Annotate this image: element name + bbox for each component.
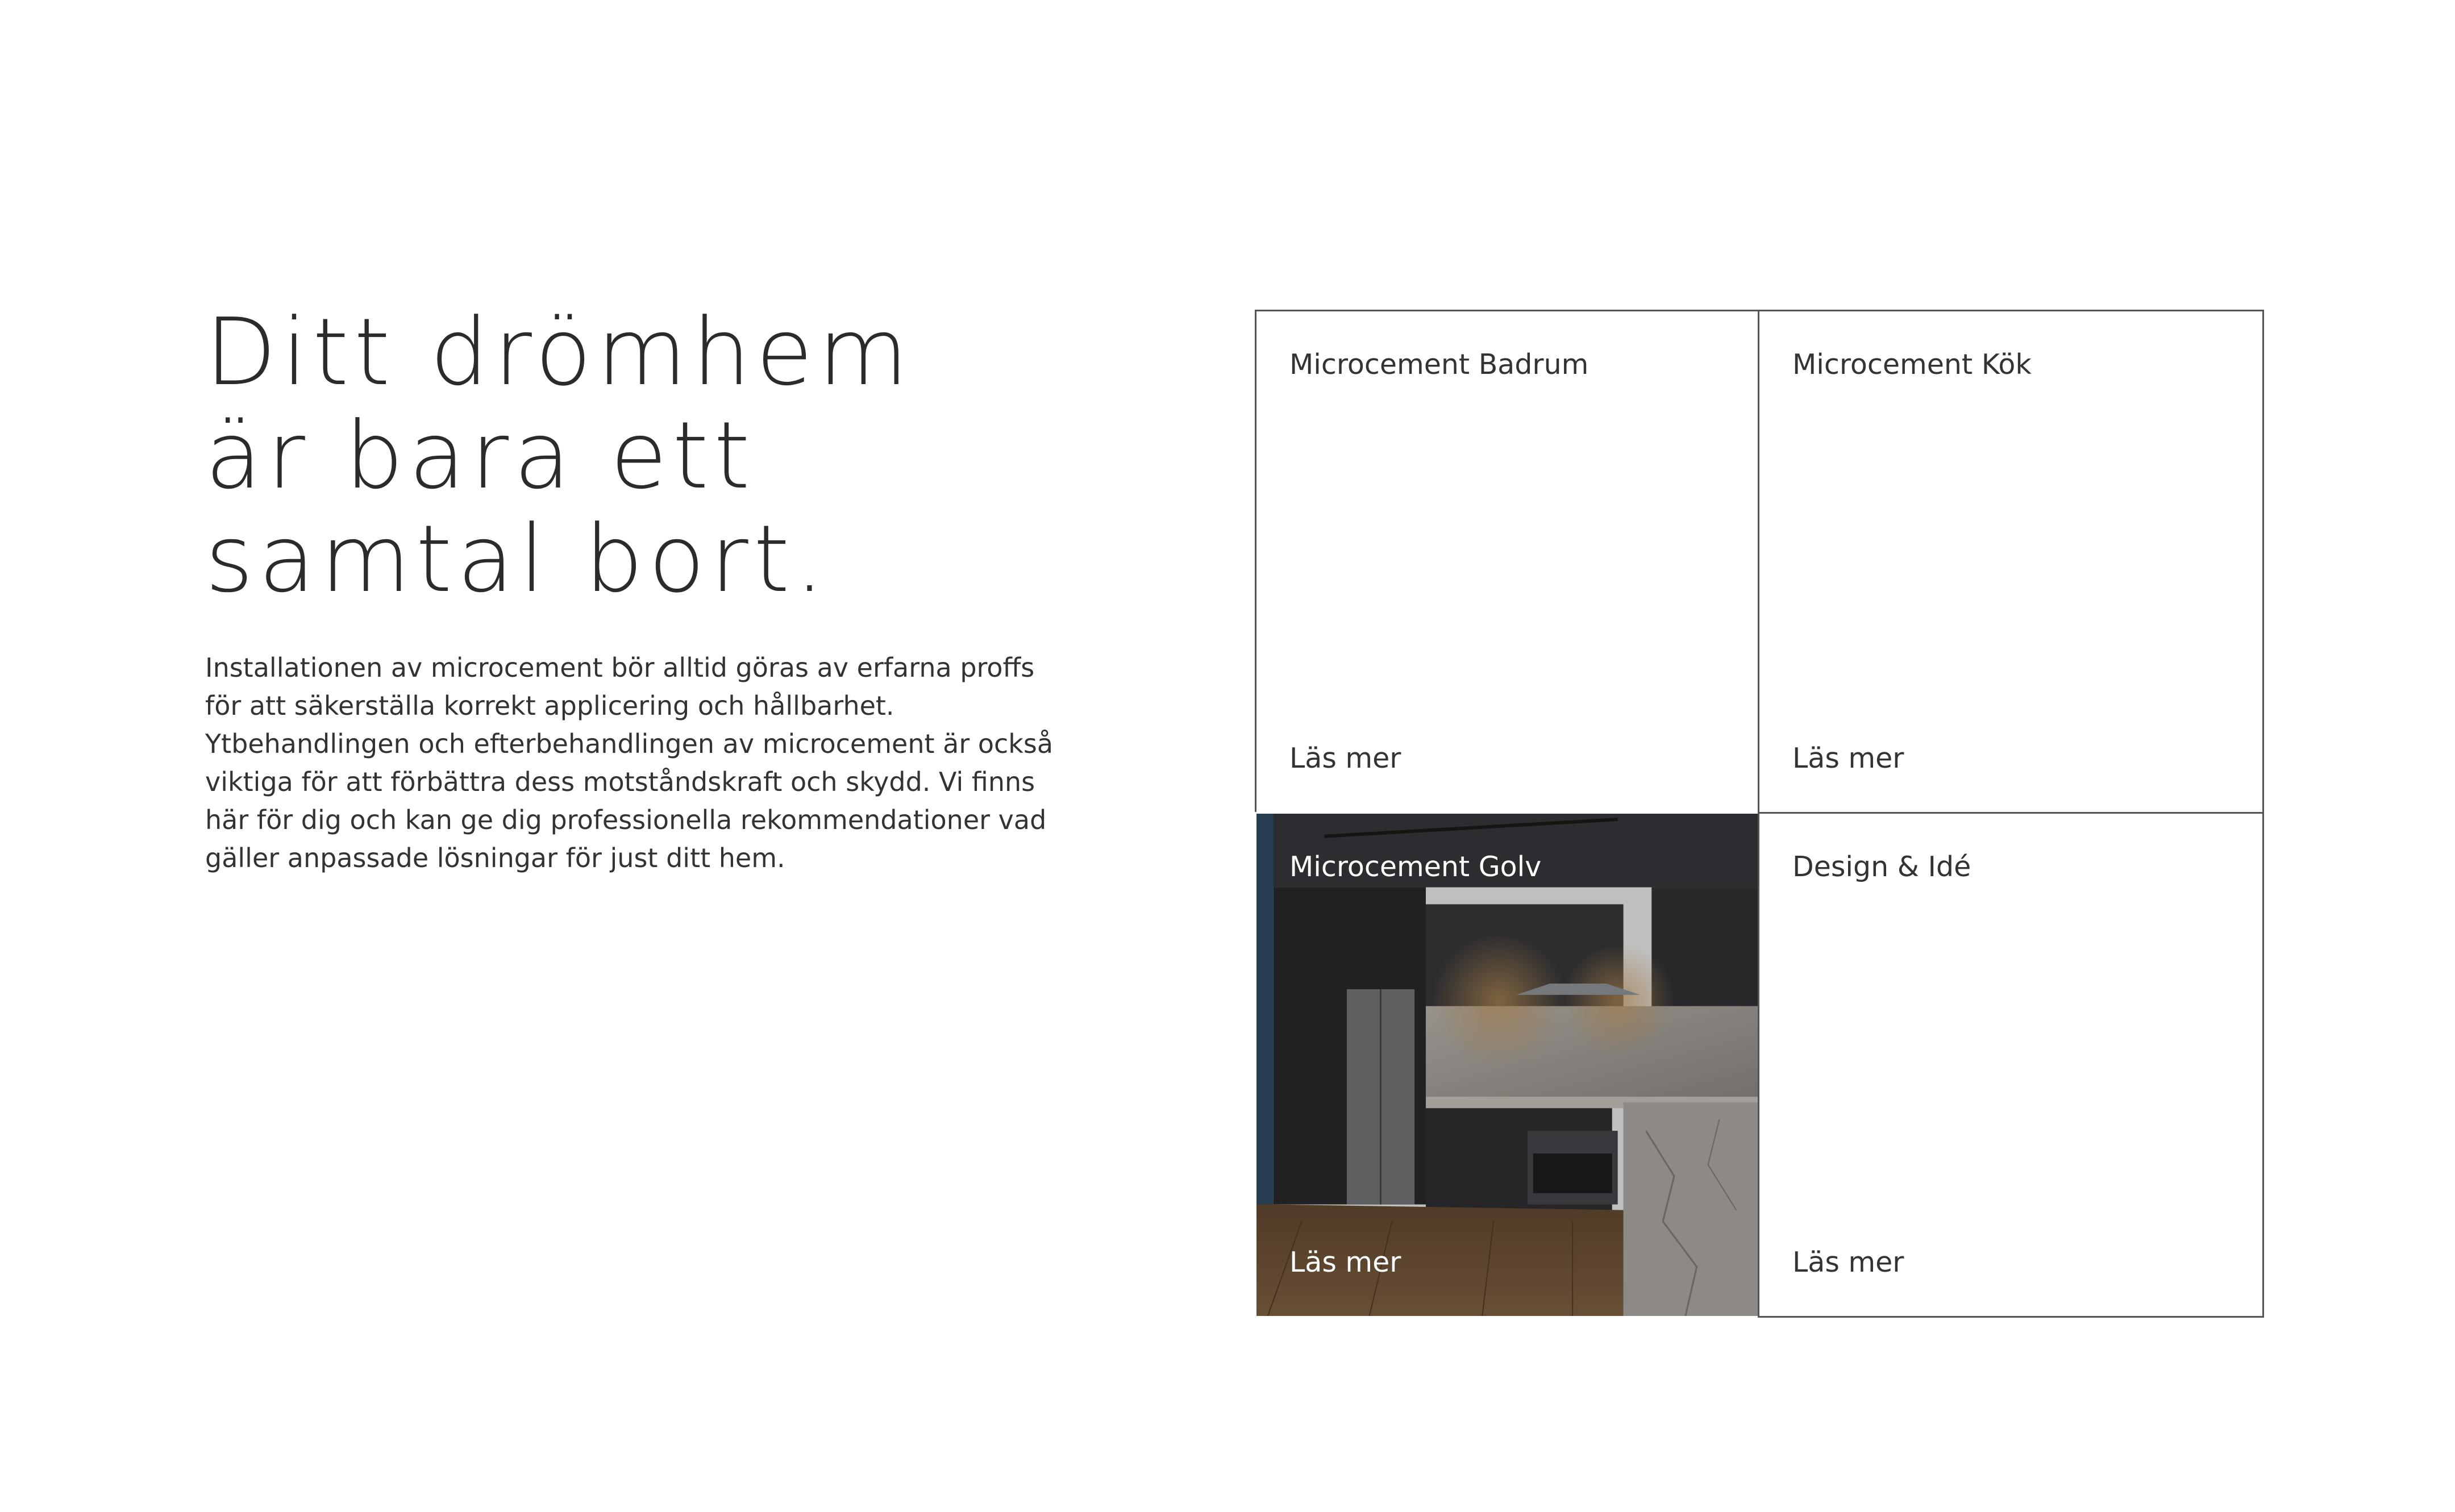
read-more-link[interactable]: Läs mer	[1289, 1246, 1401, 1278]
read-more-link[interactable]: Läs mer	[1289, 742, 1401, 774]
card-microcement-kok[interactable]	[1758, 310, 2264, 814]
page-headline: Ditt drömhem är bara ett samtal bort.	[205, 299, 914, 613]
card-title: Microcement Kök	[1792, 348, 2032, 381]
card-microcement-golv[interactable]	[1255, 812, 1759, 1318]
read-more-link[interactable]: Läs mer	[1792, 742, 1904, 774]
card-title: Microcement Golv	[1289, 851, 1542, 883]
intro-paragraph: Installationen av microcement bör alltid göras av erfarna proffs för att säkerställa korrekt applicering och hållbarhet. Ytbehandlingen och efterbehandlingen av microcement är också viktiga för att förbättra dess motståndskraft och skydd. Vi finns här för dig och kan ge dig professionella rekommendationer vad gäller anpassade lösningar för just ditt hem.	[205, 652, 1054, 873]
card-microcement-badrum[interactable]	[1255, 310, 1759, 814]
read-more-link[interactable]: Läs mer	[1792, 1246, 1904, 1278]
kitchen-photo	[1256, 814, 1758, 1316]
service-card-grid	[1255, 310, 2264, 1318]
card-title: Design & Idé	[1792, 851, 1971, 883]
card-design-ide[interactable]	[1758, 812, 2264, 1318]
card-title: Microcement Badrum	[1289, 348, 1589, 381]
